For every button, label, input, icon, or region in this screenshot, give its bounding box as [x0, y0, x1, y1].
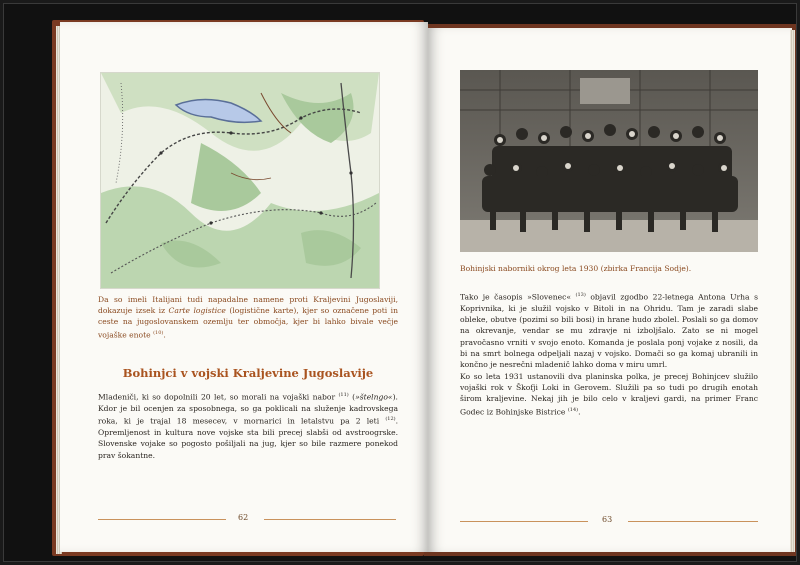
body-text: Mladeniči, ki so dopolnili 20 let, so morali na vojaški nabor — [98, 392, 336, 402]
body-italic: »štelngo« — [355, 392, 393, 402]
footer-rule-right — [264, 519, 396, 520]
caption-text: Da so imeli Italijani tudi napadalne namene proti Kraljevini Jugoslaviji, dokazuje izsek iz — [98, 295, 398, 316]
body-text: ). Kdor je bil ocenjen za sposobnega, so ga poklicali na služenje kadrovskega roka, ki je trajal 18 mesecev, v mornarici in letalstvu pa 2 leti — [98, 392, 398, 426]
section-heading: Bohinjci v vojski Kraljevine Jugoslavije — [122, 366, 374, 380]
right-page — [428, 28, 792, 552]
footnote-ref: (13) — [575, 292, 586, 298]
photo-caption: Bohinjski naborniki okrog leta 1930 (zbirka Francija Sodje). — [460, 264, 692, 273]
body-text: Tako je časopis »Slovenec« — [460, 292, 571, 302]
footer-rule-left — [460, 521, 588, 522]
body-text: objavil zgodbo 22-letnega Antona Urha s Koprivnika, ki je služil vojsko v Bitoli in na Ohridu. Tam je zaradi slabe obleke, obutve (pozimi so bili bosi) in hrane hudo zbolel. Poslali so ga domov na okrevanje, vendar se mu zdravje ni izboljšalo. Zato se ni mogel pravočasno vrniti v svojo enoto. Komanda je poslala ponj vojake z nosili, da bi na smrt bolnega odpeljali nazaj v vojsko. Domači so ga komaj ubranili in končno je nesrečni mladenič lahko doma v miru umrl. — [460, 292, 758, 370]
photo-graphic — [460, 70, 758, 252]
page-number: 63 — [602, 515, 613, 524]
left-page — [60, 22, 428, 552]
footnote-ref: (12) — [385, 416, 396, 423]
body-text: . — [578, 407, 581, 417]
page-edges-right — [790, 30, 795, 552]
footnote-ref: (10) — [153, 329, 164, 336]
map-caption — [98, 294, 398, 340]
map-graphic — [101, 73, 379, 288]
page-number: 62 — [238, 513, 249, 522]
group-photo-image — [460, 70, 758, 252]
caption-italic: Carte logistice — [168, 306, 226, 316]
body-text: Ko so leta 1931 ustanovili dva planinska polka, je precej Bohinjcev služilo vojaški rok v Škofji Loki in Gerovem. Služili pa so tudi po drugih enotah širom kraljevine. Nekaj jih je bilo celo v kraljevi gardi, na primer Franc Godec iz Bohinjske Bistrice — [460, 371, 758, 417]
footnote-ref: (14) — [567, 406, 579, 413]
right-body-text — [460, 290, 758, 417]
logistics-map-image — [100, 72, 380, 289]
footer-rule-right — [628, 521, 758, 522]
footnote-ref: (11) — [338, 392, 349, 398]
left-body-text — [98, 390, 398, 461]
caption-end: . — [163, 330, 166, 340]
caption-text-2: (logistične karte), kjer so označene poti in ceste na jugoslovanskem ozemlju ter območja, kjer bi lahko bivale večje vojaške enote — [98, 306, 398, 340]
body-text: ( — [348, 392, 356, 402]
body-text: . Opremljenost in kultura nove vojske sta bili precej slabši od avstroogrske. Slovenske vojake so pogosto pošiljali na jug, kjer so bile razmere ponekod prav šokantne. — [98, 416, 398, 460]
footer-rule-left — [98, 519, 226, 520]
